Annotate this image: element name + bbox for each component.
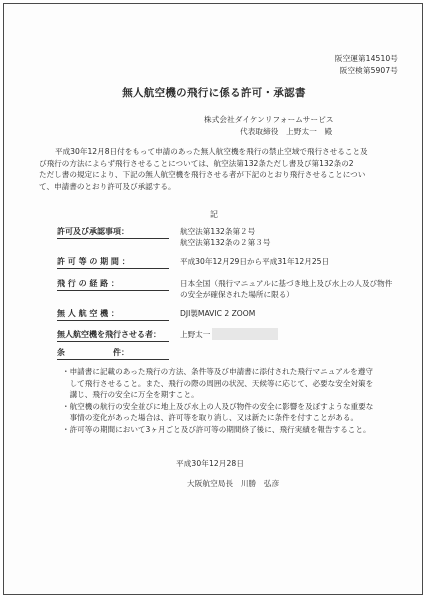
intro-line: ただし書の規定により、下記の無人航空機を飛行させる者が下記のとおり飛行させることについ (39, 170, 366, 180)
issue-date: 平成30年12月28日 (176, 459, 245, 468)
field-label-operator: 無人航空機を飛行させる者： (57, 330, 161, 339)
field-value-route-2: の安全が確保された場所に限る） (180, 290, 294, 299)
field-value-period: 平成30年12月29日から平成31年12月25日 (180, 257, 330, 266)
redaction-blur (212, 328, 278, 340)
field-value-route-1: 日本全国（飛行マニュアルに基づき地上及び水上の人及び物件 (180, 279, 393, 288)
permit-document (3, 3, 423, 595)
intro-line: び飛行の方法によらず飛行させることについては、航空法第132条ただし書及び第132条の2 (39, 158, 354, 168)
underline (57, 341, 169, 342)
field-label-conditions: 条 件： (57, 348, 129, 357)
document-title: 無人航空機の飛行に係る許可・承認書 (122, 87, 306, 99)
condition-line: 講じ、飛行の安全に万全を期すこと。 (62, 390, 199, 400)
ki-heading: 記 (209, 210, 219, 219)
intro-line: 平成30年12月8日付をもって申請のあった無人航空機を飛行の禁止空域で飛行させること及 (55, 147, 368, 156)
condition-line: ・許可等の期間において3ヶ月ごと及び許可等の期間終了後に、飛行実績を報告すること。 (62, 424, 371, 434)
recipient-representative: 代表取締役 上野太一 殿 (240, 127, 333, 136)
intro-paragraph (39, 146, 368, 192)
condition-line: 事情の変化があった場合は、許可等を取り消し、又は新たに条件を付すことがある。 (62, 413, 359, 423)
issuer: 大阪航空局長 川勝 弘彦 (187, 479, 280, 488)
field-value-aircraft: DJI製MAVIC 2 ZOOM (180, 309, 256, 318)
underline (57, 359, 169, 360)
field-label-aircraft: 無 人 航 空 機 ： (57, 309, 119, 318)
field-label-route: 飛 行 の 経 路 ： (57, 279, 119, 288)
field-value-approval-item-2: 航空法第132条の２第３号 (180, 238, 271, 247)
field-label-period: 許 可 等 の 期 間 ： (57, 257, 130, 266)
field-value-operator: 上野太一 (180, 330, 211, 339)
condition-line: して飛行させること。また、飛行の際の周囲の状況、天候等に応じて、必要な安全対策を (62, 378, 374, 388)
doc-number-1: 阪空運第14510号 (334, 54, 398, 63)
underline (57, 320, 169, 321)
intro-line: て、申請書のとおり許可及び承認する。 (39, 181, 176, 191)
recipient-company: 株式会社ダイケンリフォームサービス (204, 115, 334, 124)
underline (57, 290, 169, 291)
underline (57, 268, 169, 269)
field-label-approval-items: 許可及び承認事項： (57, 227, 129, 236)
field-value-approval-item-1: 航空法第132条第２号 (180, 227, 256, 236)
underline (57, 238, 169, 239)
doc-number-2: 阪空検第5907号 (339, 66, 398, 75)
condition-line: ・申請書に記載のあった飛行の方法、条件等及び申請書に添付された飛行マニュアルを遵守 (62, 367, 373, 376)
conditions-list (62, 366, 373, 436)
condition-line: ・航空機の航行の安全並びに地上及び水上の人及び物件の安全に影響を及ぼすような重要な (62, 401, 374, 411)
